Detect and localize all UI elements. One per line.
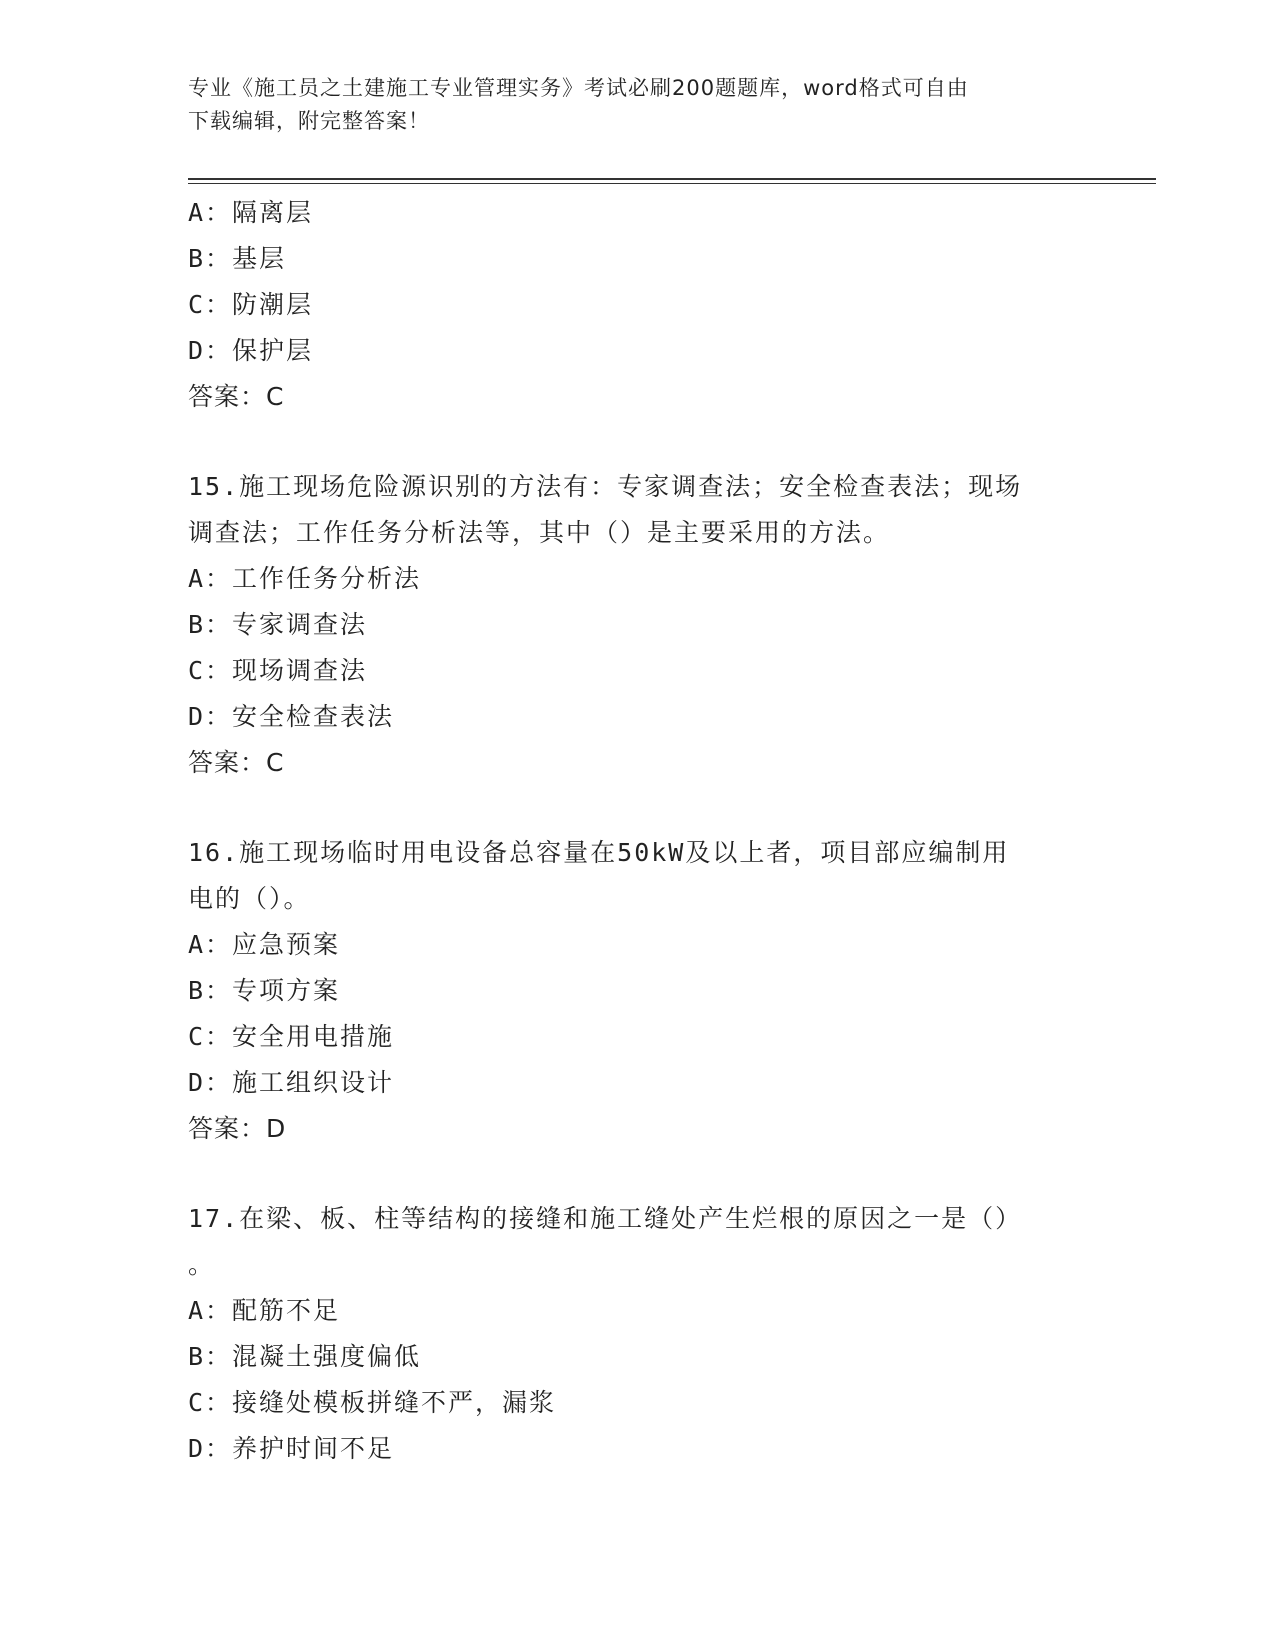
option-b: B：专家调查法 (188, 610, 368, 639)
option-b: B：混凝土强度偏低 (188, 1342, 422, 1371)
question-text-line-1: 17.在梁、板、柱等结构的接缝和施工缝处产生烂根的原因之一是（） (188, 1204, 1023, 1233)
option-c: C：安全用电措施 (188, 1022, 395, 1051)
option-c: C：接缝处模板拼缝不严，漏浆 (188, 1388, 557, 1417)
option-d: D：施工组织设计 (188, 1068, 395, 1097)
header-line-1: 专业《施工员之土建施工专业管理实务》考试必刷200题题库，word格式可自由 (188, 76, 969, 100)
option-b: B：专项方案 (188, 976, 341, 1005)
answer: 答案：C (188, 382, 285, 411)
question-17 (188, 1196, 1088, 1472)
option-a: A：工作任务分析法 (188, 564, 422, 593)
option-a: A：配筋不足 (188, 1296, 341, 1325)
answer: 答案：C (188, 748, 285, 777)
question-14-continued (188, 190, 1088, 420)
header-divider-thin (188, 183, 1156, 184)
option-d: D：保护层 (188, 336, 314, 365)
option-b: B：基层 (188, 244, 287, 273)
question-15 (188, 464, 1088, 786)
question-text-line-2: 调查法；工作任务分析法等，其中（）是主要采用的方法。 (188, 518, 891, 547)
question-text-line-1: 15.施工现场危险源识别的方法有：专家调查法；安全检查表法；现场 (188, 472, 1023, 501)
option-d: D：安全检查表法 (188, 702, 395, 731)
page-header (188, 72, 1068, 138)
question-text-line-1: 16.施工现场临时用电设备总容量在50kW及以上者，项目部应编制用 (188, 838, 1010, 867)
question-content (188, 190, 1088, 1472)
spacer (188, 786, 1088, 830)
question-text-line-2: 电的（）。 (188, 884, 311, 913)
spacer (188, 1152, 1088, 1196)
option-a: A：应急预案 (188, 930, 341, 959)
answer: 答案：D (188, 1114, 287, 1143)
header-divider-thick (188, 178, 1156, 180)
question-16 (188, 830, 1088, 1152)
spacer (188, 420, 1088, 464)
question-text-line-2: 。 (188, 1250, 216, 1279)
option-d: D：养护时间不足 (188, 1434, 395, 1463)
option-c: C：现场调查法 (188, 656, 368, 685)
header-line-2: 下载编辑，附完整答案！ (188, 109, 430, 133)
option-c: C：防潮层 (188, 290, 314, 319)
option-a: A：隔离层 (188, 198, 314, 227)
